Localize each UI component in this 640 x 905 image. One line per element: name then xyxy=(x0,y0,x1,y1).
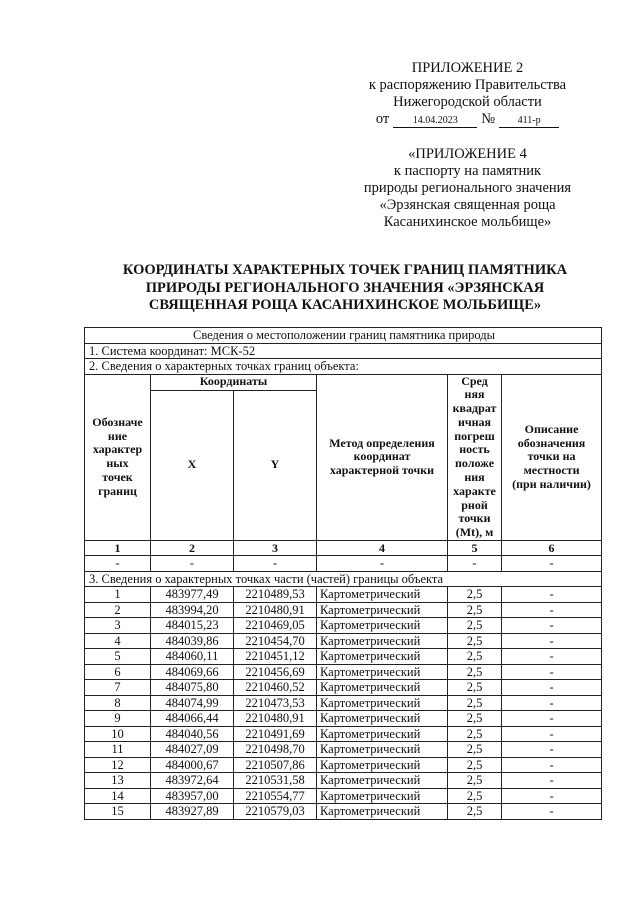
description-cell: - xyxy=(502,711,602,727)
error-cell: 2,5 xyxy=(448,664,502,680)
point-number-cell: 3 xyxy=(85,618,151,634)
header-method: Метод определения координат характерной точки xyxy=(317,374,448,541)
header-designation: Обозначе ние характер ных точек границ xyxy=(85,374,151,541)
description-cell: - xyxy=(502,618,602,634)
method-cell: Картометрический xyxy=(317,788,448,804)
document-heading xyxy=(90,262,600,315)
method-cell: Картометрический xyxy=(317,587,448,603)
point-number-cell: 10 xyxy=(85,726,151,742)
table-row xyxy=(85,742,602,758)
point-number-cell: 13 xyxy=(85,773,151,789)
error-cell: 2,5 xyxy=(448,649,502,665)
y-cell: 2210480,91 xyxy=(234,711,317,727)
y-cell: 2210480,91 xyxy=(234,602,317,618)
error-cell: 2,5 xyxy=(448,587,502,603)
description-cell: - xyxy=(502,788,602,804)
table-row xyxy=(85,587,602,603)
y-cell: 2210451,12 xyxy=(234,649,317,665)
error-cell: 2,5 xyxy=(448,680,502,696)
header-x: X xyxy=(151,390,234,541)
method-cell: Картометрический xyxy=(317,757,448,773)
point-number-cell: 7 xyxy=(85,680,151,696)
method-cell: Картометрический xyxy=(317,773,448,789)
description-cell: - xyxy=(502,757,602,773)
x-cell: 484066,44 xyxy=(151,711,234,727)
points-rows xyxy=(85,587,602,820)
table-row xyxy=(85,788,602,804)
y-cell: 2210454,70 xyxy=(234,633,317,649)
x-cell: 483994,20 xyxy=(151,602,234,618)
header-coordinates: Координаты xyxy=(151,374,317,390)
point-number-cell: 12 xyxy=(85,757,151,773)
x-cell: 484074,99 xyxy=(151,695,234,711)
description-cell: - xyxy=(502,804,602,820)
error-cell: 2,5 xyxy=(448,633,502,649)
x-cell: 484027,09 xyxy=(151,742,234,758)
y-cell: 2210473,53 xyxy=(234,695,317,711)
table-caption: Сведения о местоположении границ памятника природы xyxy=(85,328,602,344)
appendix-4-title: «ПРИЛОЖЕНИЕ 4 xyxy=(408,146,527,162)
x-cell: 483927,89 xyxy=(151,804,234,820)
method-cell: Картометрический xyxy=(317,711,448,727)
description-cell: - xyxy=(502,742,602,758)
method-cell: Картометрический xyxy=(317,680,448,696)
heading-line-3: СВЯЩЕННАЯ РОЩА КАСАНИХИНСКОЕ МОЛЬБИЩЕ» xyxy=(148,297,542,313)
point-number-cell: 2 xyxy=(85,602,151,618)
y-cell: 2210498,70 xyxy=(234,742,317,758)
header-y: Y xyxy=(234,390,317,541)
y-cell: 2210531,58 xyxy=(234,773,317,789)
error-cell: 2,5 xyxy=(448,602,502,618)
y-cell: 2210460,52 xyxy=(234,680,317,696)
x-cell: 483977,49 xyxy=(151,587,234,603)
coordinates-table xyxy=(84,327,602,820)
error-cell: 2,5 xyxy=(448,618,502,634)
point-number-cell: 14 xyxy=(85,788,151,804)
header-description: Описание обозначения точки на местности (при наличии) xyxy=(502,374,602,541)
x-cell: 484060,11 xyxy=(151,649,234,665)
x-cell: 484069,66 xyxy=(151,664,234,680)
method-cell: Картометрический xyxy=(317,602,448,618)
error-cell: 2,5 xyxy=(448,711,502,727)
point-number-cell: 6 xyxy=(85,664,151,680)
decree-number: 411-р xyxy=(499,115,559,128)
table-row xyxy=(85,602,602,618)
error-cell: 2,5 xyxy=(448,742,502,758)
y-cell: 2210507,86 xyxy=(234,757,317,773)
x-cell: 484015,23 xyxy=(151,618,234,634)
x-cell: 483957,00 xyxy=(151,788,234,804)
method-cell: Картометрический xyxy=(317,633,448,649)
heading-line-1: КООРДИНАТЫ ХАРАКТЕРНЫХ ТОЧЕК ГРАНИЦ ПАМЯТНИКА xyxy=(122,262,568,278)
x-cell: 484039,86 xyxy=(151,633,234,649)
method-cell: Картометрический xyxy=(317,726,448,742)
table-row xyxy=(85,804,602,820)
column-number-row: 1 2 3 4 5 6 xyxy=(85,541,602,556)
description-cell: - xyxy=(502,695,602,711)
header-mean-error: Сред няя квадрат ичная погреш ность положе ния характе рной точки (Mt), м xyxy=(448,374,502,541)
table-row xyxy=(85,773,602,789)
y-cell: 2210469,05 xyxy=(234,618,317,634)
method-cell: Картометрический xyxy=(317,664,448,680)
point-number-cell: 1 xyxy=(85,587,151,603)
table-row xyxy=(85,664,602,680)
appendix-4-line-4: Касанихинское мольбище» xyxy=(383,214,552,230)
method-cell: Картометрический xyxy=(317,695,448,711)
table-row xyxy=(85,757,602,773)
method-cell: Картометрический xyxy=(317,804,448,820)
appendix-4-line-1: к паспорту на памятник xyxy=(393,163,542,179)
x-cell: 484075,80 xyxy=(151,680,234,696)
error-cell: 2,5 xyxy=(448,757,502,773)
point-number-cell: 9 xyxy=(85,711,151,727)
table-row xyxy=(85,618,602,634)
decree-date: 14.04.2023 xyxy=(393,115,477,128)
description-cell: - xyxy=(502,633,602,649)
table-row xyxy=(85,680,602,696)
table-row xyxy=(85,695,602,711)
x-cell: 484000,67 xyxy=(151,757,234,773)
error-cell: 2,5 xyxy=(448,695,502,711)
section-3-row: 3. Сведения о характерных точках части (частей) границы объекта xyxy=(85,571,602,587)
description-cell: - xyxy=(502,587,602,603)
point-number-cell: 4 xyxy=(85,633,151,649)
heading-line-2: ПРИРОДЫ РЕГИОНАЛЬНОГО ЗНАЧЕНИЯ «ЭРЗЯНСКАЯ xyxy=(145,279,545,296)
y-cell: 2210491,69 xyxy=(234,726,317,742)
appendix-2-header xyxy=(355,60,580,231)
appendix-4-line-2: природы регионального значения xyxy=(363,180,572,196)
description-cell: - xyxy=(502,649,602,665)
appendix-line-1: к распоряжению Правительства xyxy=(368,77,567,93)
table-row xyxy=(85,633,602,649)
from-label: от xyxy=(375,111,390,127)
x-cell: 484040,56 xyxy=(151,726,234,742)
point-number-cell: 11 xyxy=(85,742,151,758)
error-cell: 2,5 xyxy=(448,773,502,789)
table-row xyxy=(85,726,602,742)
description-cell: - xyxy=(502,602,602,618)
coordinate-system-row: 1. Система координат: МСК-52 xyxy=(85,343,602,359)
section-2-row: 2. Сведения о характерных точках границ объекта: xyxy=(85,359,602,375)
error-cell: 2,5 xyxy=(448,726,502,742)
section-2-empty-row: - - - - - - xyxy=(85,556,602,572)
error-cell: 2,5 xyxy=(448,788,502,804)
table-row xyxy=(85,711,602,727)
appendix-line-2: Нижегородской области xyxy=(393,94,542,110)
description-cell: - xyxy=(502,680,602,696)
point-number-cell: 15 xyxy=(85,804,151,820)
method-cell: Картометрический xyxy=(317,618,448,634)
y-cell: 2210554,77 xyxy=(234,788,317,804)
error-cell: 2,5 xyxy=(448,804,502,820)
method-cell: Картометрический xyxy=(317,742,448,758)
table-row xyxy=(85,649,602,665)
point-number-cell: 8 xyxy=(85,695,151,711)
description-cell: - xyxy=(502,664,602,680)
y-cell: 2210456,69 xyxy=(234,664,317,680)
appendix-date-number-row xyxy=(355,111,580,128)
x-cell: 483972,64 xyxy=(151,773,234,789)
description-cell: - xyxy=(502,773,602,789)
appendix-4-line-3: «Эрзянская священная роща xyxy=(379,197,556,213)
y-cell: 2210489,53 xyxy=(234,587,317,603)
y-cell: 2210579,03 xyxy=(234,804,317,820)
method-cell: Картометрический xyxy=(317,649,448,665)
description-cell: - xyxy=(502,726,602,742)
point-number-cell: 5 xyxy=(85,649,151,665)
appendix-title: ПРИЛОЖЕНИЕ 2 xyxy=(411,60,524,76)
number-label: № xyxy=(481,111,496,127)
